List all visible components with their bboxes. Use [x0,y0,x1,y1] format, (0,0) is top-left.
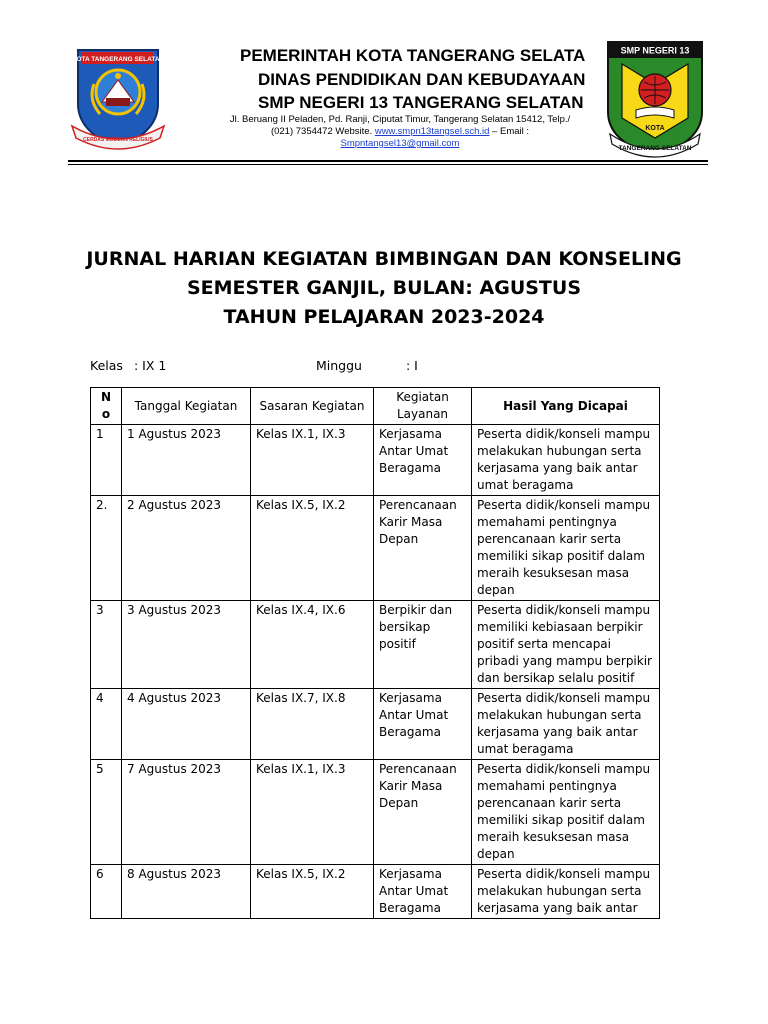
cell-tanggal: 1 Agustus 2023 [122,425,251,496]
cell-sasaran: Kelas IX.7, IX.8 [251,689,374,760]
cell-no: 2. [91,496,122,601]
school-name: SMP NEGERI 13 TANGERANG SELATAN [258,93,584,112]
cell-tanggal: 4 Agustus 2023 [122,689,251,760]
cell-no: 3 [91,601,122,689]
kota-tangerang-selatan-logo [66,44,170,152]
cell-sasaran: Kelas IX.4, IX.6 [251,601,374,689]
contact-line [200,126,600,138]
table-header-row [91,388,660,425]
header-tanggal: Tanggal Kegiatan [122,388,251,425]
cell-no: 1 [91,425,122,496]
website-link[interactable]: www.smpn13tangsel.sch.id [374,126,490,137]
right-logo-bottom: TANGERANG SELATAN [618,145,692,152]
table-row [91,760,660,865]
document-subtitle-year: TAHUN PELAJARAN 2023-2024 [223,306,545,328]
header-no: N o [91,388,122,425]
right-logo-kota: KOTA [645,125,665,132]
email-line [200,138,600,150]
cell-sasaran: Kelas IX.5, IX.2 [251,496,374,601]
header-kegiatan: Kegiatan Layanan [374,388,472,425]
cell-kegiatan: Kerjasama Antar Umat Beragama [374,689,472,760]
cell-kegiatan: Kerjasama Antar Umat Beragama [374,425,472,496]
cell-hasil: Peserta didik/konseli mampu melakukan hubungan serta kerjasama yang baik antar umat beragama [472,689,660,760]
cell-no: 4 [91,689,122,760]
cell-kegiatan: Berpikir dan bersikap positif [374,601,472,689]
cell-hasil: Peserta didik/konseli mampu melakukan hubungan serta kerjasama yang baik antar [472,865,660,919]
cell-tanggal: 3 Agustus 2023 [122,601,251,689]
cell-hasil: Peserta didik/konseli mampu melakukan hubungan serta kerjasama yang baik antar umat beragama [472,425,660,496]
cell-hasil: Peserta didik/konseli mampu memahami pentingnya perencanaan karir serta memiliki sikap positif dalam meraih kesuksesan masa depan [472,760,660,865]
minggu-label: Minggu [316,358,362,373]
cell-tanggal: 8 Agustus 2023 [122,865,251,919]
government-name: PEMERINTAH KOTA TANGERANG SELATA [240,46,586,65]
cell-hasil: Peserta didik/konseli mampu memiliki kebiasaan berpikir positif serta mencapai pribadi yang mampu berpikir dan bersikap selalu positif [472,601,660,689]
minggu-value: : I [406,358,418,373]
cell-kegiatan: Kerjasama Antar Umat Beragama [374,865,472,919]
left-logo-title: KOTA TANGERANG SELATAN [71,56,165,63]
letterhead-rule-thick [68,160,708,162]
cell-kegiatan: Perencanaan Karir Masa Depan [374,496,472,601]
department-name: DINAS PENDIDIKAN DAN KEBUDAYAAN [258,70,586,89]
school-address [200,114,600,150]
kelas-label: Kelas [90,358,123,373]
table-row [91,865,660,919]
table-row [91,425,660,496]
cell-sasaran: Kelas IX.5, IX.2 [251,865,374,919]
cell-sasaran: Kelas IX.1, IX.3 [251,425,374,496]
cell-kegiatan: Perencanaan Karir Masa Depan [374,760,472,865]
phone-text: (021) 7354472 Website. [270,126,375,137]
cell-tanggal: 2 Agustus 2023 [122,496,251,601]
document-title: JURNAL HARIAN KEGIATAN BIMBINGAN DAN KONSELING [86,248,682,270]
table-row [91,601,660,689]
smp-negeri-13-logo [600,38,710,158]
document-subtitle-semester: SEMESTER GANJIL, BULAN: AGUSTUS [186,277,582,299]
left-logo-motto: CERDAS MODERN RELIGIUS [83,137,153,143]
header-hasil: Hasil Yang Dicapai [472,388,660,425]
journal-table [90,387,660,919]
cell-sasaran: Kelas IX.1, IX.3 [251,760,374,865]
right-logo-title: SMP NEGERI 13 [620,45,690,56]
cell-hasil: Peserta didik/konseli mampu memahami pentingnya perencanaan karir serta memiliki sikap positif dalam meraih kesuksesan masa depan [472,496,660,601]
cell-no: 6 [91,865,122,919]
cell-tanggal: 7 Agustus 2023 [122,760,251,865]
address-line: Jl. Beruang II Peladen, Pd. Ranji, Ciputat Timur, Tangerang Selatan 15412, Telp./ [229,114,571,125]
email-label: – Email : [489,126,530,137]
letterhead-rule-thin [68,164,708,165]
email-link[interactable]: Smpntangsel13@gmail.com [340,138,460,149]
table-row [91,496,660,601]
kelas-value: : IX 1 [134,358,167,373]
cell-no: 5 [91,760,122,865]
table-row [91,689,660,760]
header-sasaran: Sasaran Kegiatan [251,388,374,425]
